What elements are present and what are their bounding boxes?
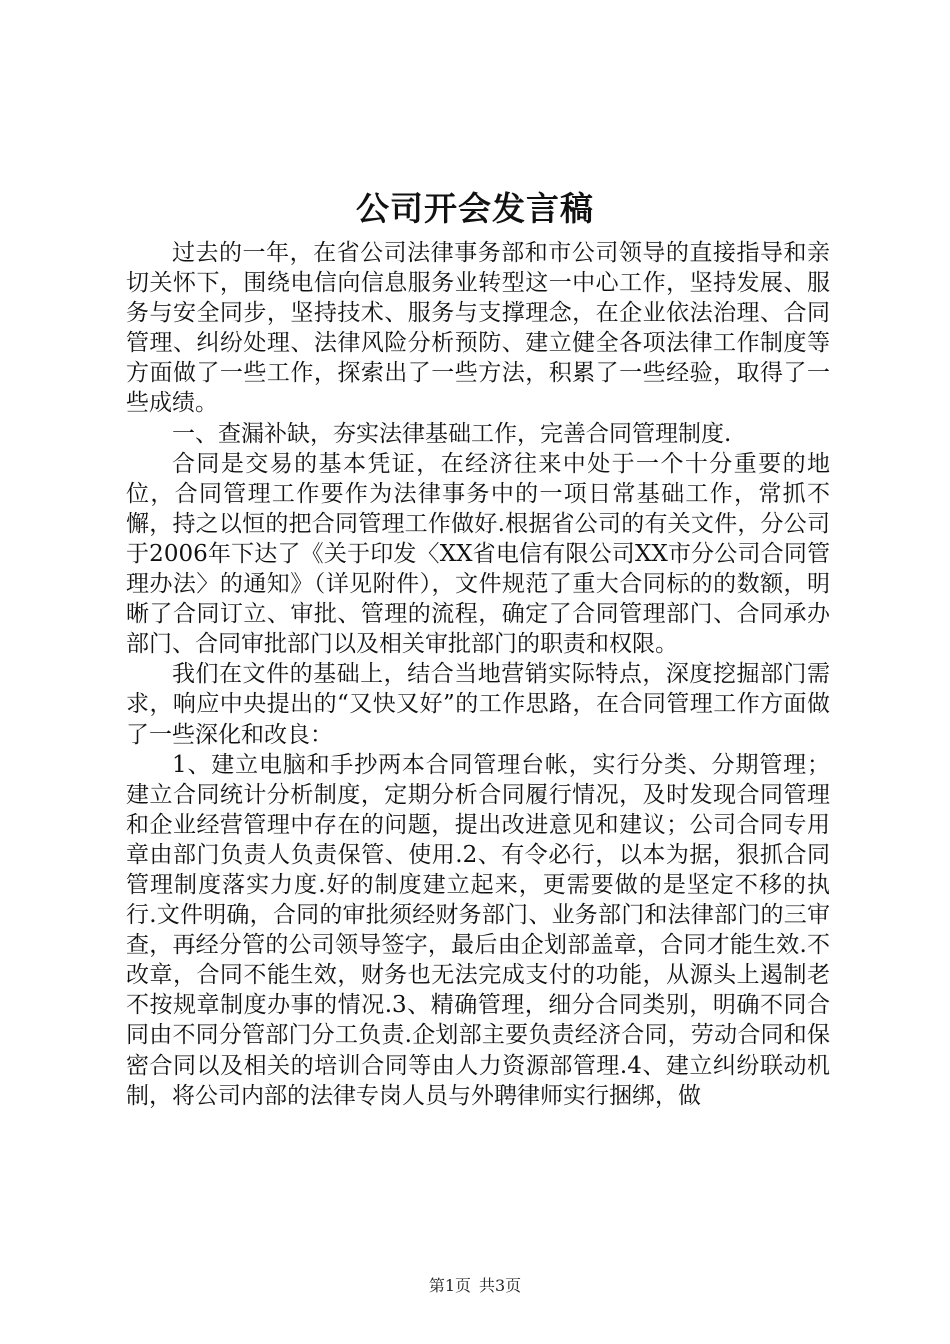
page-total: 共3页 xyxy=(479,1276,522,1295)
page-footer xyxy=(0,1276,950,1296)
document-title: 公司开会发言稿 xyxy=(356,189,594,228)
paragraph-contract-basics: 合同是交易的基本凭证，在经济往来中处于一个十分重要的地位，合同管理工作要作为法律事务中的一项日常基础工作，常抓不懈，持之以恒的把合同管理工作做好.根据省公司的有关文件，分公司于2006年下达了《关于印发〈XX省电信有限公司XX市分公司合同管理办法〉的通知》（详见附件），文件规范了重大合同标的的数额，明晰了合同订立、审批、管理的流程，确定了合同管理部门、合同承办部门、合同审批部门以及相关审批部门的职责和权限。 xyxy=(126,450,830,658)
page-number: 第1页 xyxy=(428,1276,471,1295)
paragraph-intro: 过去的一年，在省公司法律事务部和市公司领导的直接指导和亲切关怀下，围绕电信向信息服务业转型这一中心工作，坚持发展、服务与安全同步，坚持技术、服务与支撑理念，在企业依法治理、合同管理、纠纷处理、法律风险分析预防、建立健全各项法律工作制度等方面做了一些工作，探索出了一些方法，积累了一些经验，取得了一些成绩。 xyxy=(126,240,830,417)
paragraph-improvements: 我们在文件的基础上，结合当地营销实际特点，深度挖掘部门需求，响应中央提出的“又快又好”的工作思路，在合同管理工作方面做了一些深化和改良： xyxy=(126,661,830,748)
document-body xyxy=(126,238,830,1111)
section-heading-1: 一、查漏补缺，夯实法律基础工作，完善合同管理制度. xyxy=(172,420,732,447)
paragraph-measures-list: 1、建立电脑和手抄两本合同管理台帐，实行分类、分期管理；建立合同统计分析制度，定期分析合同履行情况，及时发现合同管理和企业经营管理中存在的问题，提出改进意见和建议；公司合同专用章由部门负责人负责保管、使用.2、有令必行，以本为据，狠抓合同管理制度落实力度.好的制度建立起来，更需要做的是坚定不移的执行.文件明确，合同的审批须经财务部门、业务部门和法律部门的三审查，再经分管的公司领导签字，最后由企划部盖章，合同才能生效.不改章，合同不能生效，财务也无法完成支付的功能，从源头上遏制老不按规章制度办事的情况.3、精确管理，细分合同类别，明确不同合同由不同分管部门分工负责.企划部主要负责经济合同，劳动合同和保密合同以及相关的培训合同等由人力资源部管理.4、建立纠纷联动机制，将公司内部的法律专岗人员与外聘律师实行捆绑，做 xyxy=(126,751,830,1109)
